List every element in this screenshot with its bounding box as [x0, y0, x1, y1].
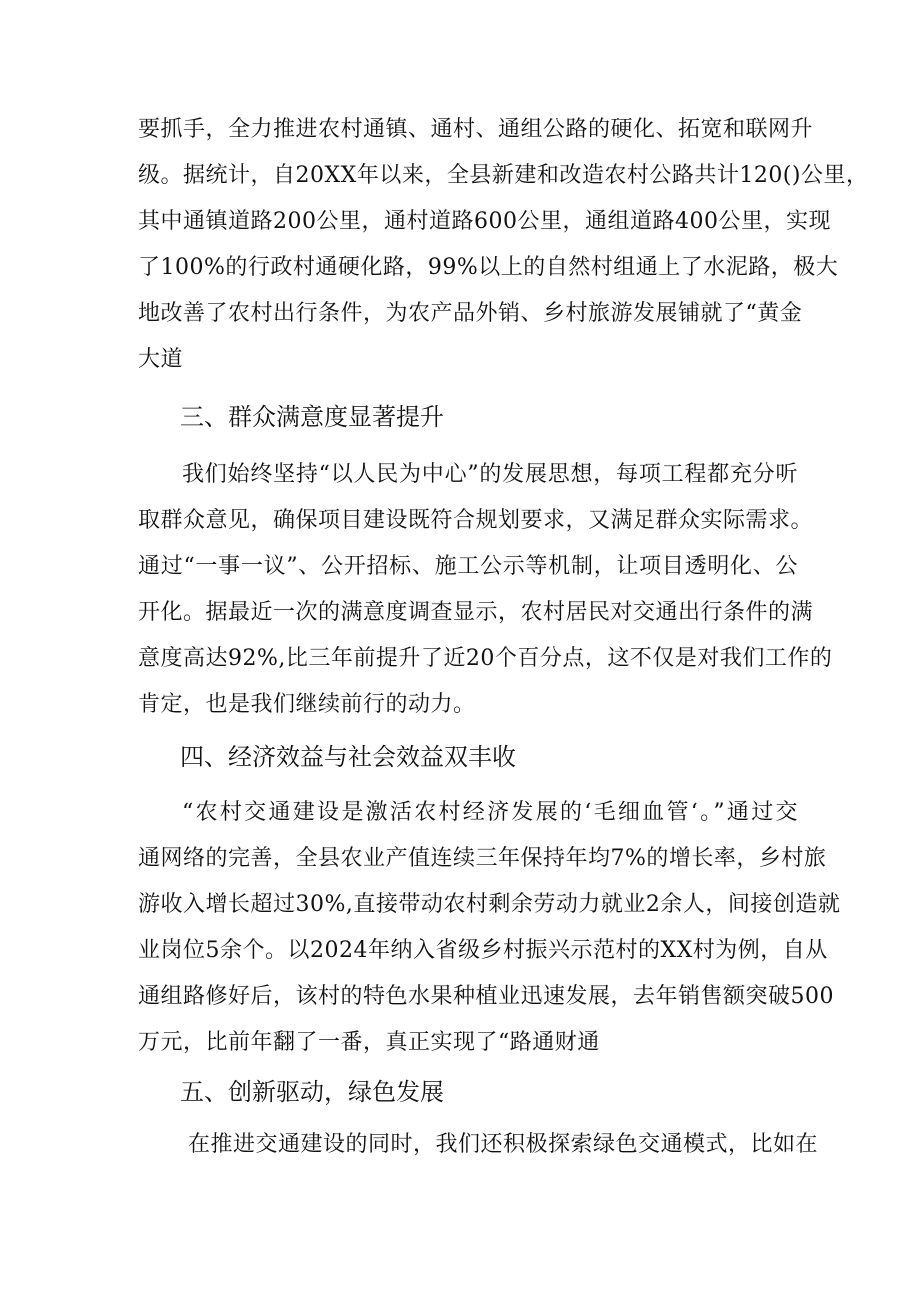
paragraph-line: 在推进交通建设的同时，我们还积极探索绿色交通模式，比如在	[188, 1132, 819, 1157]
paragraph-line: 通组路修好后，该村的特色水果种植业迅速发展，去年销售额突破500	[138, 984, 834, 1009]
paragraph-line: 大道	[138, 347, 184, 372]
paragraph-line: 万元，比前年翻了一番，真正实现了“路通财通	[138, 1030, 600, 1055]
section-heading-economic-benefits: 四、经济效益与社会效益双丰收	[180, 743, 516, 771]
paragraph-line: 取群众意见，确保项目建设既符合规划要求，又满足群众实际需求。	[138, 508, 814, 533]
paragraph-line: 肯定，也是我们继续前行的动力。	[138, 692, 476, 717]
paragraph-line: 通过“一事一议”、公开招标、施工公示等机制，让项目透明化、公	[138, 554, 798, 579]
paragraph-line: 地改善了农村出行条件，为农产品外销、乡村旅游发展铺就了“黄金	[138, 301, 803, 326]
paragraph-green-development	[138, 1122, 819, 1168]
paragraph-line: “农村交通建设是激活农村经济发展的‘毛细血管‘。”通过交	[182, 800, 798, 825]
paragraph-line: 其中通镇道路200公里，通村道路600公里，通组道路400公里，实现	[138, 209, 831, 234]
paragraph-line: 通网络的完善，全县农业产值连续三年保持年均7%的增长率，乡村旅	[138, 846, 827, 871]
paragraph-line: 级。据统计，自20XX年以来，全县新建和改造农村公路共计120()公里，	[138, 163, 869, 188]
paragraph-line: 业岗位5余个。以2024年纳入省级乡村振兴示范村的XX村为例，自从	[138, 938, 828, 963]
paragraph-road-construction	[138, 107, 869, 383]
paragraph-line: 意度高达92%,比三年前提升了近20个百分点，这不仅是对我们工作的	[138, 646, 833, 671]
paragraph-line: 游收入增长超过30%,直接带动农村剩余劳动力就业2余人，间接创造就	[138, 892, 841, 917]
paragraph-economic-benefits	[138, 790, 841, 1066]
section-heading-satisfaction: 三、群众满意度显著提升	[180, 403, 444, 431]
paragraph-line: 开化。据最近一次的满意度调查显示，农村居民对交通出行条件的满	[138, 600, 814, 625]
paragraph-line: 了100%的行政村通硬化路，99%以上的自然村组通上了水泥路，极大	[138, 255, 839, 280]
section-heading-green-development: 五、创新驱动，绿色发展	[180, 1078, 444, 1106]
paragraph-line: 要抓手，全力推进农村通镇、通村、通组公路的硬化、拓宽和联网升	[138, 117, 814, 142]
paragraph-line: 我们始终坚持“以人民为中心”的发展思想，每项工程都充分听	[182, 462, 798, 487]
paragraph-satisfaction	[138, 452, 833, 728]
